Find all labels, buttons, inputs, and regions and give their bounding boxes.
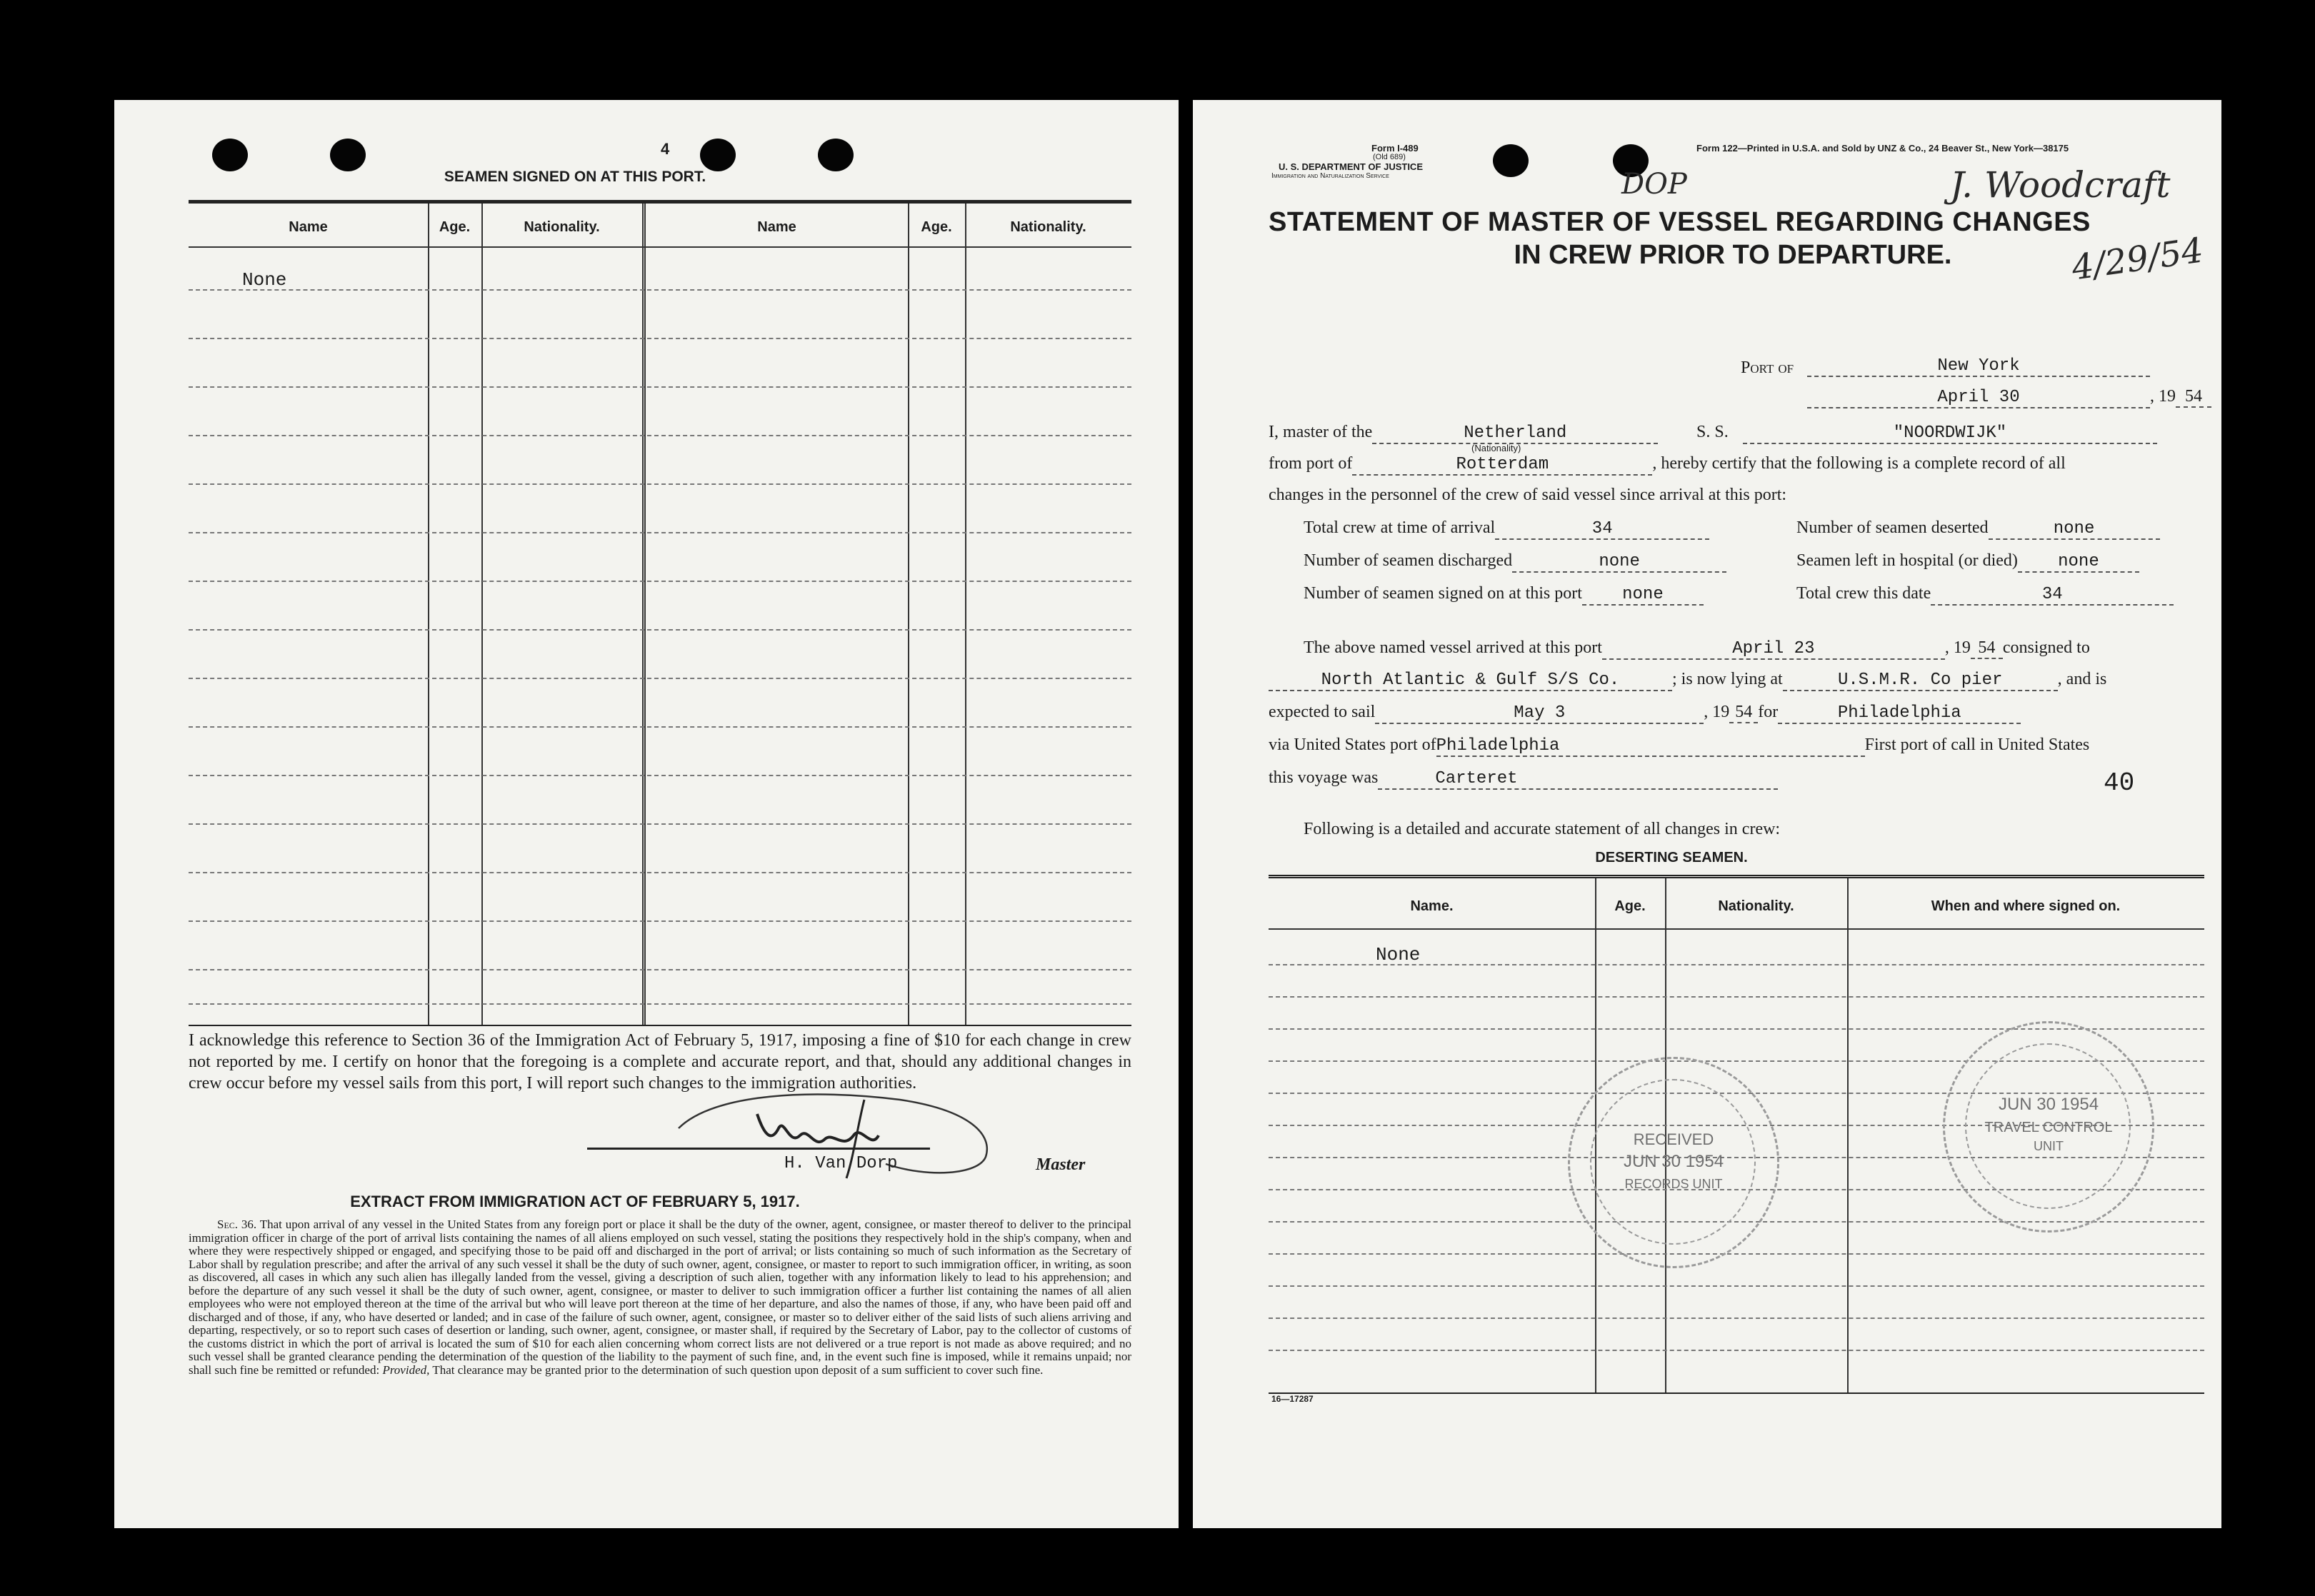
punch-hole xyxy=(1493,144,1529,177)
punch-hole xyxy=(818,139,854,171)
extract-title: EXTRACT FROM IMMIGRATION ACT OF FEBRUARY 5, 1917. xyxy=(350,1193,800,1210)
col-name: Name. xyxy=(1410,898,1454,914)
discharged-label: Number of seamen discharged xyxy=(1304,551,1513,570)
right-page xyxy=(1193,100,2221,1528)
signature-typed: H. Van Dorp xyxy=(784,1154,898,1173)
col-nationality-2: Nationality. xyxy=(1010,219,1086,235)
year-value: 54 xyxy=(2176,387,2211,408)
total-crew-arrival-label: Total crew at time of arrival xyxy=(1304,518,1496,537)
punch-hole xyxy=(212,139,248,171)
col-name-1: Name xyxy=(289,219,328,235)
ss-label: S. S. xyxy=(1696,423,1729,441)
vessel-name: "NOORDWIJK" xyxy=(1743,423,2157,444)
arrived-year-prefix: , 19 xyxy=(1944,638,1971,657)
sail-year: 54 xyxy=(1729,703,1758,723)
form-title-line1: STATEMENT OF MASTER OF VESSEL REGARDING CHANGES xyxy=(1269,207,2091,237)
stamp2-line2: TRAVEL CONTROL xyxy=(1984,1120,2113,1135)
berth: U.S.M.R. Co pier xyxy=(1783,671,2058,691)
total-today-label: Total crew this date xyxy=(1796,584,1931,603)
travel-control-stamp xyxy=(1943,1021,2154,1233)
sail-date: May 3 xyxy=(1375,703,1704,724)
col-nationality-1: Nationality. xyxy=(524,219,600,235)
annotation-dop: DOP xyxy=(1621,168,1687,201)
sec-label: Sec. 36. xyxy=(217,1218,257,1231)
hospital-label: Seamen left in hospital (or died) xyxy=(1796,551,2018,570)
discharged-value: none xyxy=(1512,552,1726,573)
col-signed-on: When and where signed on. xyxy=(1931,898,2121,914)
nationality-value: Netherland xyxy=(1372,423,1658,444)
arrived-date: April 23 xyxy=(1602,639,1945,660)
sec-end: That clearance may be granted prior to the determination of such question upon deposit of a sum sufficient to cover such fine. xyxy=(432,1362,1044,1377)
signed-on-label: Number of seamen signed on at this port xyxy=(1304,584,1582,603)
footer-code: 16—17287 xyxy=(1271,1394,1314,1404)
port-label: Port of xyxy=(1741,358,1794,377)
form-title-line2: IN CREW PRIOR TO DEPARTURE. xyxy=(1514,240,1952,270)
via-port: Philadelphia xyxy=(1436,736,1865,757)
left-page xyxy=(114,100,1179,1528)
and-is: , and is xyxy=(2057,670,2107,688)
printer-line: Form 122—Printed in U.S.A. and Sold by UNZ & Co., 24 Beaver St., New York—38175 xyxy=(1696,143,2069,154)
port-value: New York xyxy=(1807,356,2150,377)
form-id: Form I-489 xyxy=(1371,143,1419,154)
stamp2-line3: UNIT xyxy=(2034,1139,2064,1153)
hospital-value: none xyxy=(2018,552,2139,573)
expected-label: expected to sail xyxy=(1269,703,1376,721)
received-stamp xyxy=(1568,1057,1779,1268)
for-label: for xyxy=(1758,703,1779,721)
sec-text: That upon arrival of any vessel in the United States from any foreign port or place it shall be the duty of the owner, agent, consignee, or master thereof to deliver to the principal immigration officer in charge of the port of arrival lists containing the names of all aliens employed on such vessel, stating the positions they respectively hold in the ship's company, when and where they were respectively shipped or engaged, and specifying those to be paid off and discharged in the port of arrival; or lists containing so much of such information as the Secretary of Labor shall by regulation prescribe; and after the arrival of any such vessel it shall be the duty of such owner, agent, consignee, or master to report to such immigration officer, in writing, as soon as discovered, all cases in which any such alien has illegally landed from the vessel, giving a description of such alien, together with any information likely to lead to his apprehension; and before the departure of any such vessel it shall be the duty of such owner, agent, consignee, or master to deliver to such immigration officer a further list containing the names of all alien employees who were not employed thereon at the time of the arrival but who will leave port thereon at the time of her departure, and also the names of those, if any, who have been paid off and discharged and of those, if any, who have deserted or landed; and in case of the failure of such owner, agent, consignee, or master so to deliver either of the said lists of such aliens arriving and departing, respectively, or so to report such cases of desertion or landing, such owner, agent, consignee, or master shall, if required by the Secretary of Labor, pay to the collector of customs of the customs district in which the port of arrival is located the sum of $10 for each alien concerning whom correct lists are not delivered or a true report is not made as above required; and no such vessel shall be granted clearance pending the determination of the question of the liability to the payment of such fine, and, in the event such fine is imposed, while it remains unpaid; nor shall such fine be remitted or refunded: xyxy=(189,1218,1132,1377)
via-label: via United States port of xyxy=(1269,736,1436,754)
arrived-label: The above named vessel arrived at this port xyxy=(1304,638,1602,657)
entry-none: None xyxy=(242,269,287,291)
certify-text: , hereby certify that the following is a complete record of all xyxy=(1652,454,2066,473)
stamp1-line1: RECEIVED xyxy=(1633,1130,1714,1148)
destination: Philadelphia xyxy=(1778,703,2021,724)
stamp2-line1: JUN 30 1954 xyxy=(1998,1095,2099,1114)
deserted-value: none xyxy=(1989,519,2160,540)
section-36-text xyxy=(189,1218,1131,1377)
stamp1-line2: JUN 30 1954 xyxy=(1623,1152,1724,1171)
seamen-signed-on-table xyxy=(189,200,1131,1026)
annotation-40: 40 xyxy=(2104,768,2135,798)
page-number: 4 xyxy=(661,140,670,158)
consigned-label: consigned to xyxy=(2002,638,2090,657)
acknowledgment-text: I acknowledge this reference to Section 36 of the Immigration Act of February 5, 1917, imposing a fine of $10 for each change in crew not reported by me. I certify on honor that the foregoing is a complete and accurate report, and that, should any additional changes in crew occur before my vessel sails from this port, I will report such changes to the immigration authorities. xyxy=(189,1031,1131,1093)
sec-proviso: Provided, xyxy=(382,1362,430,1377)
certify-text-2: changes in the personnel of the crew of said vessel since arrival at this port: xyxy=(1269,486,1787,504)
left-title: SEAMEN SIGNED ON AT THIS PORT. xyxy=(444,169,706,185)
deserting-title: DESERTING SEAMEN. xyxy=(1595,850,1748,865)
punch-hole xyxy=(700,139,736,171)
form-old: (Old 689) xyxy=(1373,153,1406,161)
master-label: I, master of the xyxy=(1269,423,1373,441)
col-name-2: Name xyxy=(757,219,796,235)
col-age-1: Age. xyxy=(439,219,471,235)
year-prefix: , 19 xyxy=(2150,387,2176,406)
consignee: North Atlantic & Gulf S/S Co. xyxy=(1269,671,1672,691)
department: U. S. DEPARTMENT OF JUSTICE xyxy=(1279,161,1423,172)
annotation-signature: J. Woodcraft xyxy=(1950,164,2171,206)
nationality-caption: (Nationality) xyxy=(1471,443,1521,453)
from-label: from port of xyxy=(1269,454,1353,473)
total-today-value: 34 xyxy=(1931,585,2174,606)
date-value: April 30 xyxy=(1807,388,2150,408)
lying-label: ; is now lying at xyxy=(1672,670,1783,688)
arrived-year: 54 xyxy=(1971,638,2003,659)
col-age-2: Age. xyxy=(921,219,952,235)
col-age: Age. xyxy=(1614,898,1646,914)
following-text: Following is a detailed and accurate statement of all changes in crew: xyxy=(1304,820,1781,838)
stamp1-line3: RECORDS UNIT xyxy=(1624,1177,1723,1191)
col-nationality: Nationality. xyxy=(1718,898,1794,914)
first-port-label: First port of call in United States xyxy=(1864,736,2090,754)
signature-role: Master xyxy=(1036,1155,1086,1174)
signed-on-value: none xyxy=(1582,585,1704,606)
voyage-label: this voyage was xyxy=(1269,768,1379,787)
sail-year-prefix: , 19 xyxy=(1704,703,1730,721)
service: Immigration and Naturalization Service xyxy=(1271,172,1389,180)
total-crew-arrival: 34 xyxy=(1495,519,1709,540)
first-port: Carteret xyxy=(1378,769,1778,790)
annotation-date: 4/29/54 xyxy=(2069,230,2206,288)
entry-none: None xyxy=(1376,944,1421,965)
punch-hole xyxy=(330,139,366,171)
deserted-label: Number of seamen deserted xyxy=(1796,518,1989,537)
from-port: Rotterdam xyxy=(1352,455,1652,476)
